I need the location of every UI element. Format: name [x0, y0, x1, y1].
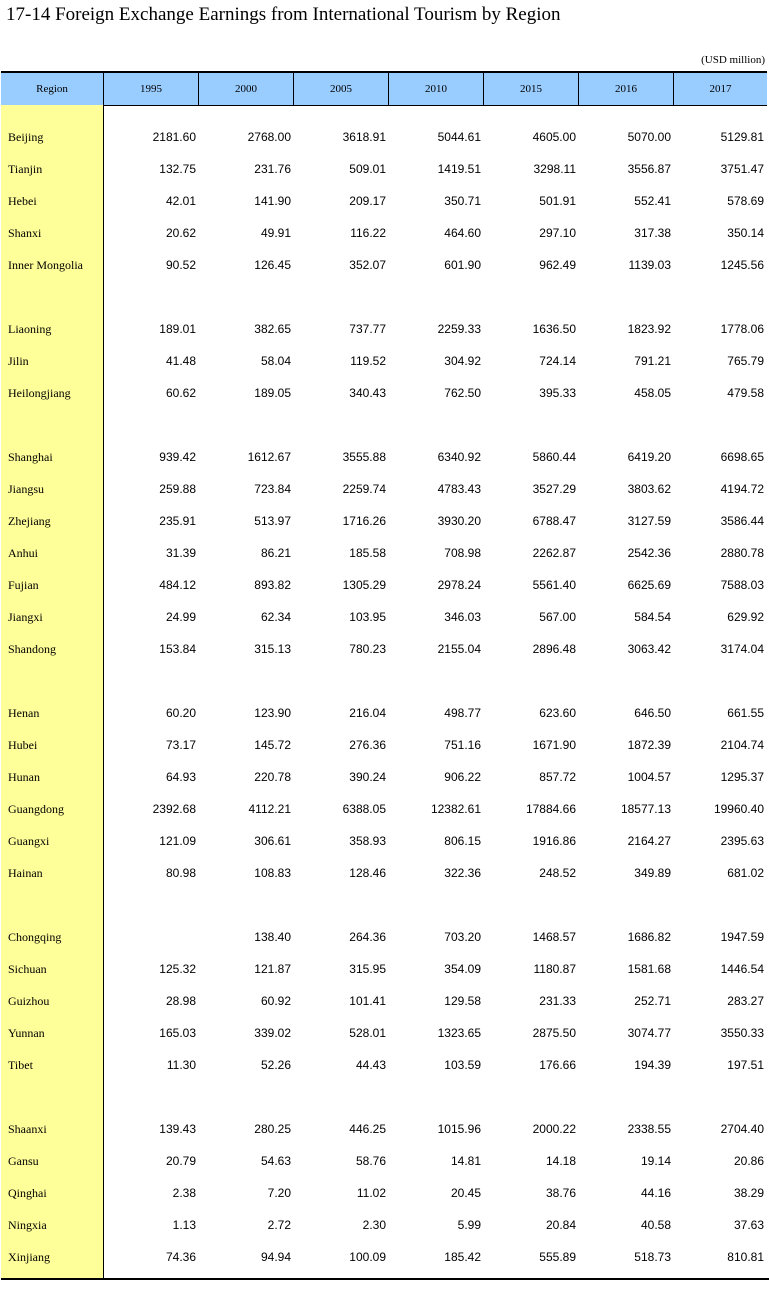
value-cell: 3527.29 — [532, 482, 576, 496]
value-cell: 41.48 — [165, 354, 196, 368]
value-cell: 3127.59 — [627, 514, 671, 528]
value-cell: 12382.61 — [430, 802, 481, 816]
table-row — [1, 1145, 767, 1177]
table-row — [1, 249, 767, 281]
value-cell: 857.72 — [539, 770, 576, 784]
value-cell: 352.07 — [349, 258, 386, 272]
value-cell: 5070.00 — [627, 130, 671, 144]
value-cell: 552.41 — [634, 194, 671, 208]
value-cell: 5044.61 — [437, 130, 481, 144]
value-cell: 125.32 — [159, 962, 196, 976]
region-name: Jilin — [8, 353, 29, 368]
table-row — [1, 697, 767, 729]
value-cell: 501.91 — [539, 194, 576, 208]
value-cell: 1872.39 — [627, 738, 671, 752]
value-cell: 315.95 — [349, 962, 386, 976]
value-cell: 382.65 — [254, 322, 291, 336]
value-cell: 1139.03 — [628, 258, 671, 272]
value-cell: 584.54 — [634, 610, 671, 624]
value-cell: 185.58 — [349, 546, 386, 560]
table-row — [1, 601, 767, 633]
value-cell: 80.98 — [165, 866, 196, 880]
value-cell: 1778.06 — [720, 322, 764, 336]
value-cell: 2.72 — [267, 1218, 291, 1232]
region-name: Henan — [8, 705, 40, 720]
region-name: Sichuan — [8, 961, 47, 976]
table-row — [1, 729, 767, 761]
value-cell: 2880.78 — [720, 546, 764, 560]
value-cell: 6340.92 — [437, 450, 481, 464]
value-cell: 1947.59 — [720, 930, 764, 944]
value-cell: 73.17 — [165, 738, 196, 752]
value-cell: 578.69 — [727, 194, 764, 208]
value-cell: 18577.13 — [620, 802, 671, 816]
value-cell: 315.13 — [254, 642, 291, 656]
value-cell: 153.84 — [159, 642, 196, 656]
value-cell: 939.42 — [159, 450, 196, 464]
value-cell: 119.52 — [350, 354, 386, 368]
value-cell: 1.13 — [172, 1218, 196, 1232]
value-cell: 4783.43 — [437, 482, 481, 496]
page-title: 17-14 Foreign Exchange Earnings from International Tourism by Region — [6, 4, 561, 25]
value-cell: 6388.05 — [342, 802, 386, 816]
header-year: 2000 — [199, 73, 294, 105]
value-cell: 6419.20 — [627, 450, 671, 464]
region-name: Heilongjiang — [8, 385, 71, 400]
value-cell: 128.46 — [349, 866, 386, 880]
region-name: Liaoning — [8, 321, 52, 336]
table-row — [1, 153, 767, 185]
region-name: Qinghai — [8, 1185, 47, 1200]
table-row — [1, 121, 767, 153]
value-cell: 724.14 — [539, 354, 576, 368]
value-cell: 280.25 — [254, 1122, 291, 1136]
value-cell: 629.92 — [727, 610, 764, 624]
value-cell: 52.26 — [260, 1058, 291, 1072]
value-cell: 3298.11 — [533, 162, 576, 176]
value-cell: 1686.82 — [627, 930, 671, 944]
table-row — [1, 857, 767, 889]
value-cell: 2875.50 — [532, 1026, 576, 1040]
value-cell: 116.22 — [350, 226, 386, 240]
value-cell: 2000.22 — [532, 1122, 576, 1136]
value-cell: 132.75 — [159, 162, 196, 176]
region-name: Chongqing — [8, 929, 62, 944]
value-cell: 446.25 — [349, 1122, 386, 1136]
region-name: Ningxia — [8, 1217, 47, 1232]
value-cell: 129.58 — [444, 994, 481, 1008]
value-cell: 806.15 — [444, 834, 481, 848]
value-cell: 2259.74 — [342, 482, 386, 496]
value-cell: 317.38 — [634, 226, 671, 240]
value-cell: 3803.62 — [627, 482, 671, 496]
value-cell: 20.86 — [733, 1154, 764, 1168]
value-cell: 5860.44 — [532, 450, 576, 464]
value-cell: 123.90 — [254, 706, 291, 720]
value-cell: 264.36 — [349, 930, 386, 944]
header-year: 2015 — [484, 73, 579, 105]
value-cell: 791.21 — [634, 354, 671, 368]
value-cell: 5561.40 — [532, 578, 576, 592]
header-year: 2017 — [709, 83, 732, 95]
value-cell: 231.76 — [254, 162, 291, 176]
value-cell: 2768.00 — [247, 130, 291, 144]
value-cell: 708.98 — [444, 546, 481, 560]
value-cell: 555.89 — [539, 1250, 576, 1264]
value-cell: 350.14 — [727, 226, 764, 240]
value-cell: 623.60 — [539, 706, 576, 720]
region-name: Hunan — [8, 769, 40, 784]
table-row — [1, 185, 767, 217]
value-cell: 1446.54 — [720, 962, 764, 976]
value-cell: 1305.29 — [342, 578, 386, 592]
region-name: Jiangsu — [8, 481, 44, 496]
value-cell: 4605.00 — [532, 130, 576, 144]
value-cell: 484.12 — [159, 578, 196, 592]
value-cell: 2181.60 — [152, 130, 196, 144]
value-cell: 3751.47 — [720, 162, 764, 176]
value-cell: 3550.33 — [720, 1026, 764, 1040]
value-cell: 31.39 — [165, 546, 196, 560]
value-cell: 3556.87 — [627, 162, 671, 176]
value-cell: 7588.03 — [720, 578, 764, 592]
table-row — [1, 1049, 767, 1081]
value-cell: 723.84 — [254, 482, 291, 496]
table-row — [1, 505, 767, 537]
value-cell: 38.76 — [545, 1186, 576, 1200]
region-name: Guizhou — [8, 993, 50, 1008]
value-cell: 339.02 — [254, 1026, 291, 1040]
value-cell: 145.72 — [254, 738, 291, 752]
unit-label: (USD million) — [701, 54, 765, 66]
value-cell: 354.09 — [444, 962, 481, 976]
value-cell: 2978.24 — [437, 578, 481, 592]
value-cell: 5129.81 — [720, 130, 764, 144]
value-cell: 498.77 — [444, 706, 481, 720]
value-cell: 2896.48 — [532, 642, 576, 656]
value-cell: 1716.26 — [342, 514, 386, 528]
value-cell: 38.29 — [733, 1186, 764, 1200]
value-cell: 6788.47 — [532, 514, 576, 528]
value-cell: 248.52 — [539, 866, 576, 880]
value-cell: 276.36 — [349, 738, 386, 752]
region-name: Guangxi — [8, 833, 50, 848]
value-cell: 762.50 — [444, 386, 481, 400]
value-cell: 2.30 — [362, 1218, 386, 1232]
value-cell: 350.71 — [444, 194, 481, 208]
value-cell: 1581.68 — [627, 962, 671, 976]
value-cell: 185.42 — [444, 1250, 481, 1264]
value-cell: 235.91 — [159, 514, 196, 528]
value-cell: 283.27 — [727, 994, 764, 1008]
value-cell: 90.52 — [165, 258, 196, 272]
region-name: Beijing — [8, 129, 44, 144]
value-cell: 464.60 — [444, 226, 481, 240]
value-cell: 176.66 — [539, 1058, 576, 1072]
region-name: Hainan — [8, 865, 43, 880]
value-cell: 6698.65 — [720, 450, 764, 464]
value-cell: 962.49 — [539, 258, 576, 272]
value-cell: 2395.63 — [720, 834, 764, 848]
header-year: 2016 — [579, 73, 674, 105]
value-cell: 3174.04 — [720, 642, 764, 656]
region-name: Anhui — [8, 545, 38, 560]
value-cell: 1419.51 — [437, 162, 481, 176]
value-cell: 780.23 — [349, 642, 386, 656]
region-name: Hubei — [8, 737, 38, 752]
value-cell: 528.01 — [349, 1026, 386, 1040]
value-cell: 322.36 — [444, 866, 481, 880]
value-cell: 395.33 — [539, 386, 576, 400]
value-cell: 58.04 — [260, 354, 291, 368]
value-cell: 103.59 — [444, 1058, 481, 1072]
value-cell: 5.99 — [457, 1218, 481, 1232]
value-cell: 1180.87 — [533, 962, 576, 976]
value-cell: 567.00 — [539, 610, 576, 624]
value-cell: 2338.55 — [627, 1122, 671, 1136]
region-name: Jiangxi — [8, 609, 43, 624]
value-cell: 4194.72 — [720, 482, 764, 496]
value-cell: 64.93 — [165, 770, 196, 784]
value-cell: 358.93 — [349, 834, 386, 848]
value-cell: 737.77 — [349, 322, 386, 336]
table-row — [1, 825, 767, 857]
value-cell: 1015.96 — [437, 1122, 481, 1136]
table-row — [1, 633, 767, 665]
value-cell: 19960.40 — [713, 802, 764, 816]
value-cell: 601.90 — [444, 258, 481, 272]
region-name: Fujian — [8, 577, 39, 592]
value-cell: 94.94 — [260, 1250, 291, 1264]
value-cell: 44.43 — [355, 1058, 386, 1072]
value-cell: 4112.21 — [248, 802, 291, 816]
value-cell: 3618.91 — [342, 130, 386, 144]
value-cell: 2542.36 — [627, 546, 671, 560]
value-cell: 60.92 — [260, 994, 291, 1008]
value-cell: 189.05 — [254, 386, 291, 400]
value-cell: 1468.57 — [532, 930, 576, 944]
value-cell: 1323.65 — [437, 1026, 481, 1040]
value-cell: 231.33 — [539, 994, 576, 1008]
table-row — [1, 1241, 767, 1273]
value-cell: 2.38 — [172, 1186, 196, 1200]
region-name: Shanxi — [8, 225, 42, 240]
value-cell: 297.10 — [539, 226, 576, 240]
value-cell: 349.89 — [634, 866, 671, 880]
value-cell: 3930.20 — [437, 514, 481, 528]
value-cell: 58.76 — [355, 1154, 386, 1168]
table-row — [1, 345, 767, 377]
region-name: Xinjiang — [8, 1249, 50, 1264]
value-cell: 209.17 — [349, 194, 386, 208]
value-cell: 6625.69 — [627, 578, 671, 592]
region-name: Hebei — [8, 193, 37, 208]
value-cell: 101.41 — [349, 994, 386, 1008]
value-cell: 189.01 — [159, 322, 196, 336]
value-cell: 44.16 — [640, 1186, 671, 1200]
value-cell: 2704.40 — [720, 1122, 764, 1136]
table-row — [1, 1177, 767, 1209]
value-cell: 28.98 — [165, 994, 196, 1008]
value-cell: 1295.37 — [720, 770, 764, 784]
table-bottom-rule — [1, 1278, 769, 1280]
value-cell: 121.09 — [159, 834, 196, 848]
value-cell: 74.36 — [165, 1250, 196, 1264]
value-cell: 139.43 — [159, 1122, 196, 1136]
value-cell: 390.24 — [349, 770, 386, 784]
table-row — [1, 377, 767, 409]
value-cell: 17884.66 — [525, 802, 576, 816]
value-cell: 3586.44 — [720, 514, 764, 528]
value-cell: 810.81 — [727, 1250, 764, 1264]
value-cell: 14.81 — [450, 1154, 481, 1168]
value-cell: 216.04 — [349, 706, 386, 720]
value-cell: 458.05 — [634, 386, 671, 400]
value-cell: 1004.57 — [627, 770, 671, 784]
value-cell: 661.55 — [727, 706, 764, 720]
table-header — [1, 71, 767, 106]
table-row — [1, 921, 767, 953]
value-cell: 259.88 — [159, 482, 196, 496]
value-cell: 37.63 — [733, 1218, 764, 1232]
value-cell: 1823.92 — [627, 322, 671, 336]
value-cell: 306.61 — [254, 834, 291, 848]
region-name: Shaanxi — [8, 1121, 47, 1136]
value-cell: 11.30 — [166, 1058, 196, 1072]
value-cell: 126.45 — [254, 258, 291, 272]
region-name: Yunnan — [8, 1025, 45, 1040]
table-row — [1, 473, 767, 505]
value-cell: 62.34 — [260, 610, 291, 624]
value-cell: 340.43 — [349, 386, 386, 400]
value-cell: 197.51 — [727, 1058, 764, 1072]
value-cell: 141.90 — [254, 194, 291, 208]
table-row — [1, 537, 767, 569]
value-cell: 14.18 — [545, 1154, 576, 1168]
value-cell: 100.09 — [349, 1250, 386, 1264]
header-region: Region — [1, 73, 104, 105]
value-cell: 2262.87 — [532, 546, 576, 560]
value-cell: 893.82 — [254, 578, 291, 592]
value-cell: 20.84 — [545, 1218, 576, 1232]
value-cell: 2155.04 — [437, 642, 481, 656]
value-cell: 346.03 — [444, 610, 481, 624]
value-cell: 20.62 — [165, 226, 196, 240]
table-row — [1, 217, 767, 249]
value-cell: 765.79 — [727, 354, 764, 368]
value-cell: 518.73 — [634, 1250, 671, 1264]
value-cell: 1671.90 — [532, 738, 576, 752]
value-cell: 11.02 — [356, 1186, 386, 1200]
table-row — [1, 441, 767, 473]
region-name: Tibet — [8, 1057, 33, 1072]
value-cell: 2259.33 — [437, 322, 481, 336]
value-cell: 42.01 — [165, 194, 196, 208]
value-cell: 646.50 — [634, 706, 671, 720]
value-cell: 20.45 — [450, 1186, 481, 1200]
value-cell: 2104.74 — [720, 738, 764, 752]
value-cell: 54.63 — [260, 1154, 291, 1168]
table-row — [1, 569, 767, 601]
value-cell: 906.22 — [444, 770, 481, 784]
value-cell: 1636.50 — [532, 322, 576, 336]
value-cell: 3074.77 — [627, 1026, 671, 1040]
value-cell: 40.58 — [640, 1218, 671, 1232]
value-cell: 108.83 — [254, 866, 291, 880]
value-cell: 3555.88 — [342, 450, 386, 464]
value-cell: 2392.68 — [152, 802, 196, 816]
value-cell: 49.91 — [260, 226, 291, 240]
region-name: Gansu — [8, 1153, 39, 1168]
header-year: 2005 — [294, 73, 389, 105]
value-cell: 121.87 — [254, 962, 291, 976]
region-name: Shandong — [8, 641, 56, 656]
value-cell: 86.21 — [260, 546, 291, 560]
value-cell: 751.16 — [444, 738, 481, 752]
value-cell: 252.71 — [634, 994, 671, 1008]
value-cell: 220.78 — [254, 770, 291, 784]
region-name: Zhejiang — [8, 513, 51, 528]
value-cell: 194.39 — [634, 1058, 671, 1072]
value-cell: 703.20 — [444, 930, 481, 944]
region-name: Guangdong — [8, 801, 64, 816]
value-cell: 24.99 — [165, 610, 196, 624]
header-year: 1995 — [104, 73, 199, 105]
value-cell: 138.40 — [254, 930, 291, 944]
table-row — [1, 985, 767, 1017]
table-row — [1, 1017, 767, 1049]
region-name: Inner Mongolia — [8, 257, 83, 272]
value-cell: 20.79 — [165, 1154, 196, 1168]
table-row — [1, 761, 767, 793]
table-row — [1, 313, 767, 345]
value-cell: 2164.27 — [627, 834, 671, 848]
value-cell: 60.20 — [165, 706, 196, 720]
value-cell: 103.95 — [349, 610, 386, 624]
table-row — [1, 1209, 767, 1241]
table-row — [1, 793, 767, 825]
value-cell: 19.14 — [640, 1154, 671, 1168]
table-row — [1, 953, 767, 985]
value-cell: 479.58 — [727, 386, 764, 400]
value-cell: 509.01 — [349, 162, 386, 176]
value-cell: 513.97 — [254, 514, 291, 528]
value-cell: 165.03 — [159, 1026, 196, 1040]
value-cell: 681.02 — [727, 866, 764, 880]
value-cell: 304.92 — [444, 354, 481, 368]
table-row — [1, 1113, 767, 1145]
header-year: 2010 — [389, 73, 484, 105]
value-cell: 1916.86 — [532, 834, 576, 848]
value-cell: 7.20 — [267, 1186, 291, 1200]
value-cell: 1245.56 — [720, 258, 764, 272]
value-cell: 60.62 — [165, 386, 196, 400]
region-name: Tianjin — [8, 161, 43, 176]
value-cell: 3063.42 — [627, 642, 671, 656]
value-cell: 1612.67 — [247, 450, 291, 464]
region-name: Shanghai — [8, 449, 53, 464]
